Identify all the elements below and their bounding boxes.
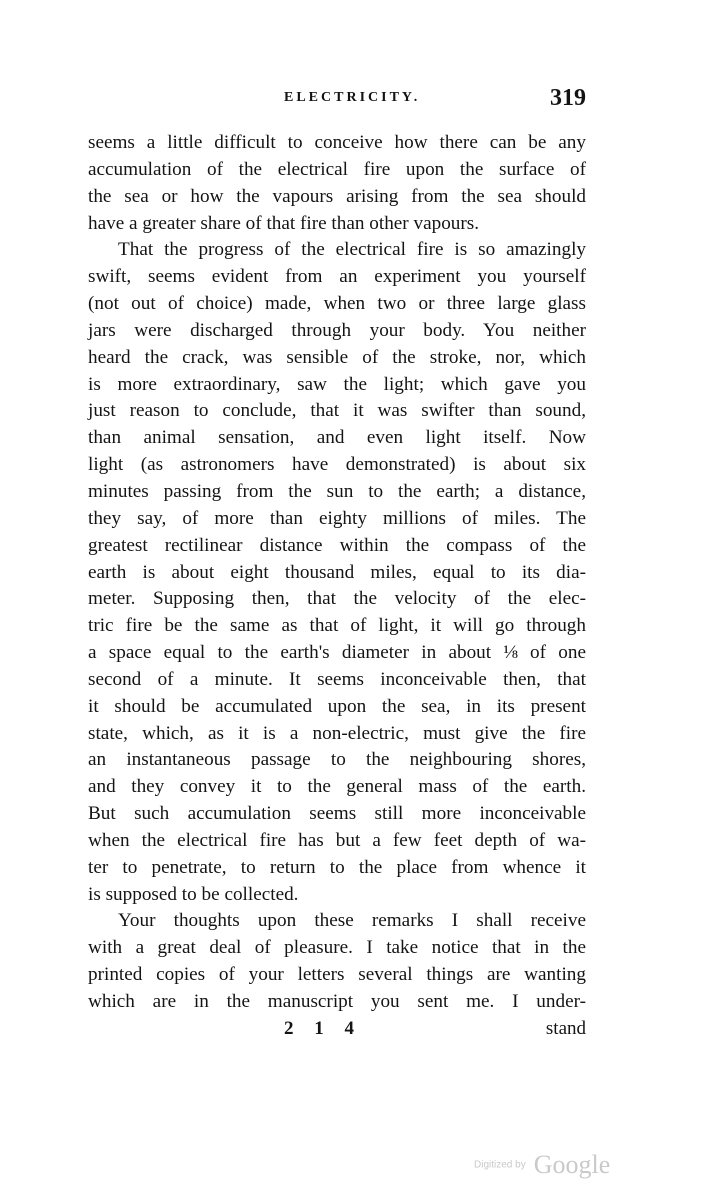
running-head-title: ELECTRICITY. [284,90,421,105]
text-line: an instantaneous passage to the neighbouring shores, [88,749,586,771]
catchword: stand [545,1018,586,1039]
text-line: tric fire be the same as that of light, it will go through [88,615,586,637]
signature-mark: 2 1 4 [284,1018,362,1039]
page-number: 319 [550,85,586,111]
text-line: seems a little difficult to conceive how there can be any [88,132,586,153]
text-line: light (as astronomers have demonstrated) is about six [88,454,586,476]
page-footer [88,1018,586,1048]
text-line: But such accumulation seems still more inconceivable [88,803,586,825]
text-line: state, which, as it is a non-electric, must give the fire [88,722,586,744]
text-line: is more extraordinary, saw the light; which gave you [88,373,586,395]
text-line: than animal sensation, and even light itself. Now [88,427,586,449]
text-line: is supposed to be collected. [88,883,299,905]
text-line: (not out of choice) made, when two or three large glass [88,293,586,315]
running-header [88,85,586,116]
text-line: which are in the manuscript you sent me. I under- [88,991,586,1012]
text-line: with a great deal of pleasure. I take notice that in the [88,937,586,959]
text-line: second of a minute. It seems inconceivable then, that [88,668,586,690]
text-line: heard the crack, was sensible of the stroke, nor, which [88,346,586,368]
text-line: meter. Supposing then, that the velocity of the elec- [88,588,586,610]
text-line: ter to penetrate, to return to the place from whence it [88,856,586,878]
text-line: a space equal to the earth's diameter in about ⅛ of one [88,642,586,664]
text-line: Your thoughts upon these remarks I shall receive [118,910,586,932]
text-line: earth is about eight thousand miles, equal to its dia- [88,561,586,583]
text-line: That the progress of the electrical fire is so amazingly [118,239,586,261]
text-line: when the electrical fire has but a few feet depth of wa- [88,829,586,851]
text-line: and they convey it to the general mass of the earth. [88,776,586,798]
paragraph [88,237,586,908]
text-line: just reason to conclude, that it was swifter than sound, [88,400,586,422]
text-line: the sea or how the vapours arising from the sea should [88,185,586,207]
paragraph [88,908,586,1015]
watermark-brand: Google [533,1150,611,1179]
text-line: they say, of more than eighty millions of miles. The [88,507,586,529]
watermark-prefix: Digitized by [474,1159,526,1171]
text-line: have a greater share of that fire than other vapours. [88,212,480,234]
text-line: it should be accumulated upon the sea, in its present [88,695,586,717]
text-line: greatest rectilinear distance within the compass of the [88,534,586,556]
text-line: jars were discharged through your body. You neither [88,319,586,341]
digitization-watermark [474,1150,610,1186]
text-line: minutes passing from the sun to the earth; a distance, [88,480,586,502]
text-line: accumulation of the electrical fire upon the surface of [88,158,586,180]
text-line: printed copies of your letters several things are wanting [88,964,586,986]
paragraph [88,130,586,237]
body-text [88,130,586,1016]
text-line: swift, seems evident from an experiment you yourself [88,266,586,288]
